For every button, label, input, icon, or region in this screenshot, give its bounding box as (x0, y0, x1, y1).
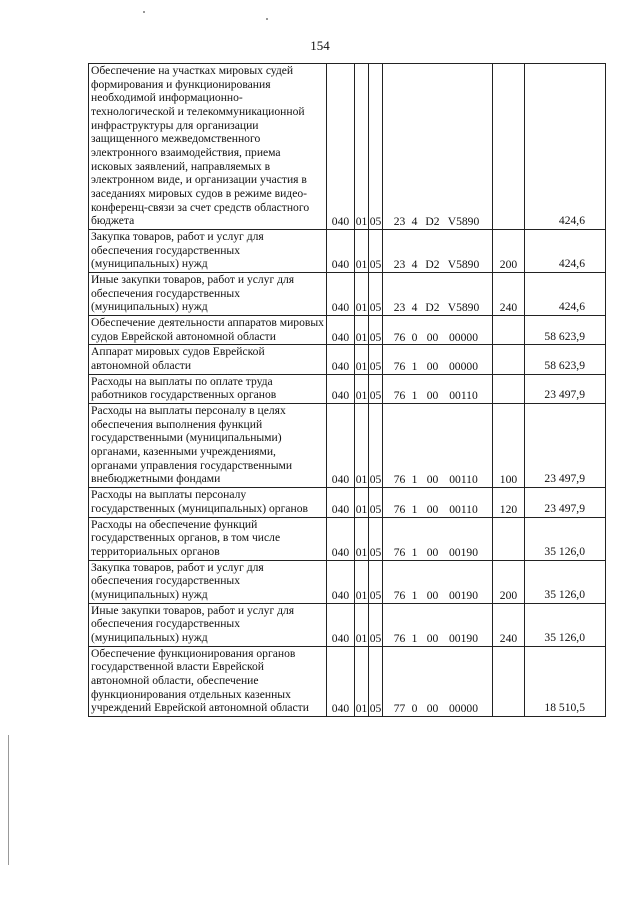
table-row (89, 316, 606, 345)
direction-code: V5890 (447, 301, 480, 315)
amount: 35 126,0 (525, 603, 606, 646)
expense-type-code (493, 517, 525, 560)
table-row (89, 488, 606, 517)
table-row (89, 517, 606, 560)
event-code: D2 (425, 258, 440, 272)
program-code: 76 (393, 545, 406, 559)
amount: 18 510,5 (525, 646, 606, 716)
direction-code: 00000 (449, 330, 478, 344)
subprogram-code: 1 (411, 389, 418, 403)
subsection-code: 05 (369, 374, 383, 403)
subsection-code: 05 (369, 517, 383, 560)
direction-code: 00000 (449, 702, 478, 716)
ministry-code: 040 (327, 603, 355, 646)
target-article-code (383, 374, 493, 403)
section-code: 01 (355, 603, 369, 646)
section-code: 01 (355, 404, 369, 488)
event-code: 00 (426, 389, 439, 403)
subsection-code: 05 (369, 488, 383, 517)
expense-type-code (493, 646, 525, 716)
ministry-code: 040 (327, 404, 355, 488)
target-article-code (383, 603, 493, 646)
amount: 23 497,9 (525, 374, 606, 403)
expense-name: Иные закупки товаров, работ и услуг для обеспечения государственных (муниципальных) нужд (89, 603, 327, 646)
table-row (89, 273, 606, 316)
table-row (89, 345, 606, 374)
expense-name: Закупка товаров, работ и услуг для обеспечения государственных (муниципальных) нужд (89, 230, 327, 273)
direction-code: 00000 (449, 360, 478, 374)
subsection-code: 05 (369, 316, 383, 345)
target-article-code (383, 64, 493, 230)
amount: 35 126,0 (525, 517, 606, 560)
direction-code: V5890 (447, 258, 480, 272)
direction-code: 00190 (449, 631, 478, 645)
event-code: D2 (425, 301, 440, 315)
section-code: 01 (355, 316, 369, 345)
subprogram-code: 0 (411, 702, 418, 716)
section-code: 01 (355, 488, 369, 517)
expense-type-code (493, 374, 525, 403)
page-number: 154 (310, 38, 330, 53)
event-code: 00 (426, 502, 439, 516)
expense-name: Иные закупки товаров, работ и услуг для обеспечения государственных (муниципальных) нужд (89, 273, 327, 316)
table-row (89, 374, 606, 403)
scan-speck (266, 18, 268, 20)
table-row (89, 603, 606, 646)
expense-type-code: 240 (493, 273, 525, 316)
program-code: 76 (393, 473, 406, 487)
expense-name: Закупка товаров, работ и услуг для обеспечения государственных (муниципальных) нужд (89, 560, 327, 603)
expense-type-code (493, 64, 525, 230)
subprogram-code: 1 (411, 502, 418, 516)
event-code: 00 (426, 631, 439, 645)
subprogram-code: 4 (411, 215, 418, 229)
program-code: 23 (393, 301, 406, 315)
target-article-code (383, 517, 493, 560)
amount: 424,6 (525, 64, 606, 230)
expense-name: Обеспечение деятельности аппаратов мировых судов Еврейской автономной области (89, 316, 327, 345)
target-article-code (383, 404, 493, 488)
subsection-code: 05 (369, 273, 383, 316)
expense-name: Расходы на обеспечение функций государственных органов, в том числе территориальных органов (89, 517, 327, 560)
table-row (89, 230, 606, 273)
ministry-code: 040 (327, 273, 355, 316)
expense-name: Обеспечение функционирования органов государственной власти Еврейской автономной области, обеспечение функционирования отдельных казенных учреждений Еврейской автономной области (89, 646, 327, 716)
subsection-code: 05 (369, 404, 383, 488)
expense-type-code (493, 316, 525, 345)
direction-code: 00110 (449, 389, 478, 403)
ministry-code: 040 (327, 374, 355, 403)
subprogram-code: 4 (411, 258, 418, 272)
amount: 58 623,9 (525, 316, 606, 345)
amount: 58 623,9 (525, 345, 606, 374)
subsection-code: 05 (369, 646, 383, 716)
program-code: 23 (393, 258, 406, 272)
subprogram-code: 1 (411, 360, 418, 374)
subsection-code: 05 (369, 560, 383, 603)
scan-edge-line (8, 735, 9, 865)
section-code: 01 (355, 273, 369, 316)
amount: 23 497,9 (525, 488, 606, 517)
event-code: D2 (425, 215, 440, 229)
program-code: 76 (393, 330, 406, 344)
section-code: 01 (355, 230, 369, 273)
table-row (89, 560, 606, 603)
target-article-code (383, 560, 493, 603)
direction-code: V5890 (447, 215, 480, 229)
target-article-code (383, 488, 493, 517)
section-code: 01 (355, 646, 369, 716)
subprogram-code: 0 (411, 330, 418, 344)
program-code: 77 (393, 702, 406, 716)
ministry-code: 040 (327, 345, 355, 374)
program-code: 23 (393, 215, 406, 229)
event-code: 00 (426, 473, 439, 487)
expense-type-code: 120 (493, 488, 525, 517)
target-article-code (383, 345, 493, 374)
expense-name: Обеспечение на участках мировых судей формирования и функционирования необходимой информационно-технологической и телекоммуникационной инфраструктуры для организации защищенного межведомственного электронного взаимодействия, приема исковых заявлений, направляемых в электронном виде, и организации участия в заседаниях мировых судов в режиме видео-конференц-связи за счет средств областного бюджета (89, 64, 327, 230)
subprogram-code: 1 (411, 473, 418, 487)
expense-type-code: 200 (493, 560, 525, 603)
amount: 424,6 (525, 273, 606, 316)
expense-name: Расходы на выплаты персоналу в целях обеспечения выполнения функций государственными (муниципальными) органами, казенными учреждениями, органами управления государственными внебюджетными фондами (89, 404, 327, 488)
table-row (89, 64, 606, 230)
section-code: 01 (355, 374, 369, 403)
expense-name: Расходы на выплаты персоналу государственных (муниципальных) органов (89, 488, 327, 517)
expense-type-code: 200 (493, 230, 525, 273)
ministry-code: 040 (327, 230, 355, 273)
event-code: 00 (426, 360, 439, 374)
subsection-code: 05 (369, 603, 383, 646)
direction-code: 00190 (449, 588, 478, 602)
ministry-code: 040 (327, 517, 355, 560)
program-code: 76 (393, 502, 406, 516)
event-code: 00 (426, 588, 439, 602)
expense-type-code: 100 (493, 404, 525, 488)
program-code: 76 (393, 360, 406, 374)
program-code: 76 (393, 631, 406, 645)
subprogram-code: 1 (411, 588, 418, 602)
ministry-code: 040 (327, 64, 355, 230)
amount: 23 497,9 (525, 404, 606, 488)
table-row (89, 646, 606, 716)
subprogram-code: 1 (411, 631, 418, 645)
event-code: 00 (426, 330, 439, 344)
subsection-code: 05 (369, 64, 383, 230)
scan-speck (143, 11, 145, 13)
subprogram-code: 4 (411, 301, 418, 315)
expense-type-code: 240 (493, 603, 525, 646)
event-code: 00 (426, 702, 439, 716)
section-code: 01 (355, 345, 369, 374)
direction-code: 00110 (449, 473, 478, 487)
amount: 35 126,0 (525, 560, 606, 603)
subsection-code: 05 (369, 345, 383, 374)
ministry-code: 040 (327, 316, 355, 345)
program-code: 76 (393, 389, 406, 403)
ministry-code: 040 (327, 560, 355, 603)
amount: 424,6 (525, 230, 606, 273)
expense-name: Расходы на выплаты по оплате труда работников государственных органов (89, 374, 327, 403)
subprogram-code: 1 (411, 545, 418, 559)
budget-table (88, 63, 606, 717)
event-code: 00 (426, 545, 439, 559)
direction-code: 00190 (449, 545, 478, 559)
target-article-code (383, 273, 493, 316)
target-article-code (383, 316, 493, 345)
ministry-code: 040 (327, 488, 355, 517)
program-code: 76 (393, 588, 406, 602)
subsection-code: 05 (369, 230, 383, 273)
table-row (89, 404, 606, 488)
direction-code: 00110 (449, 502, 478, 516)
section-code: 01 (355, 517, 369, 560)
expense-name: Аппарат мировых судов Еврейской автономной области (89, 345, 327, 374)
section-code: 01 (355, 64, 369, 230)
target-article-code (383, 230, 493, 273)
ministry-code: 040 (327, 646, 355, 716)
expense-type-code (493, 345, 525, 374)
section-code: 01 (355, 560, 369, 603)
target-article-code (383, 646, 493, 716)
